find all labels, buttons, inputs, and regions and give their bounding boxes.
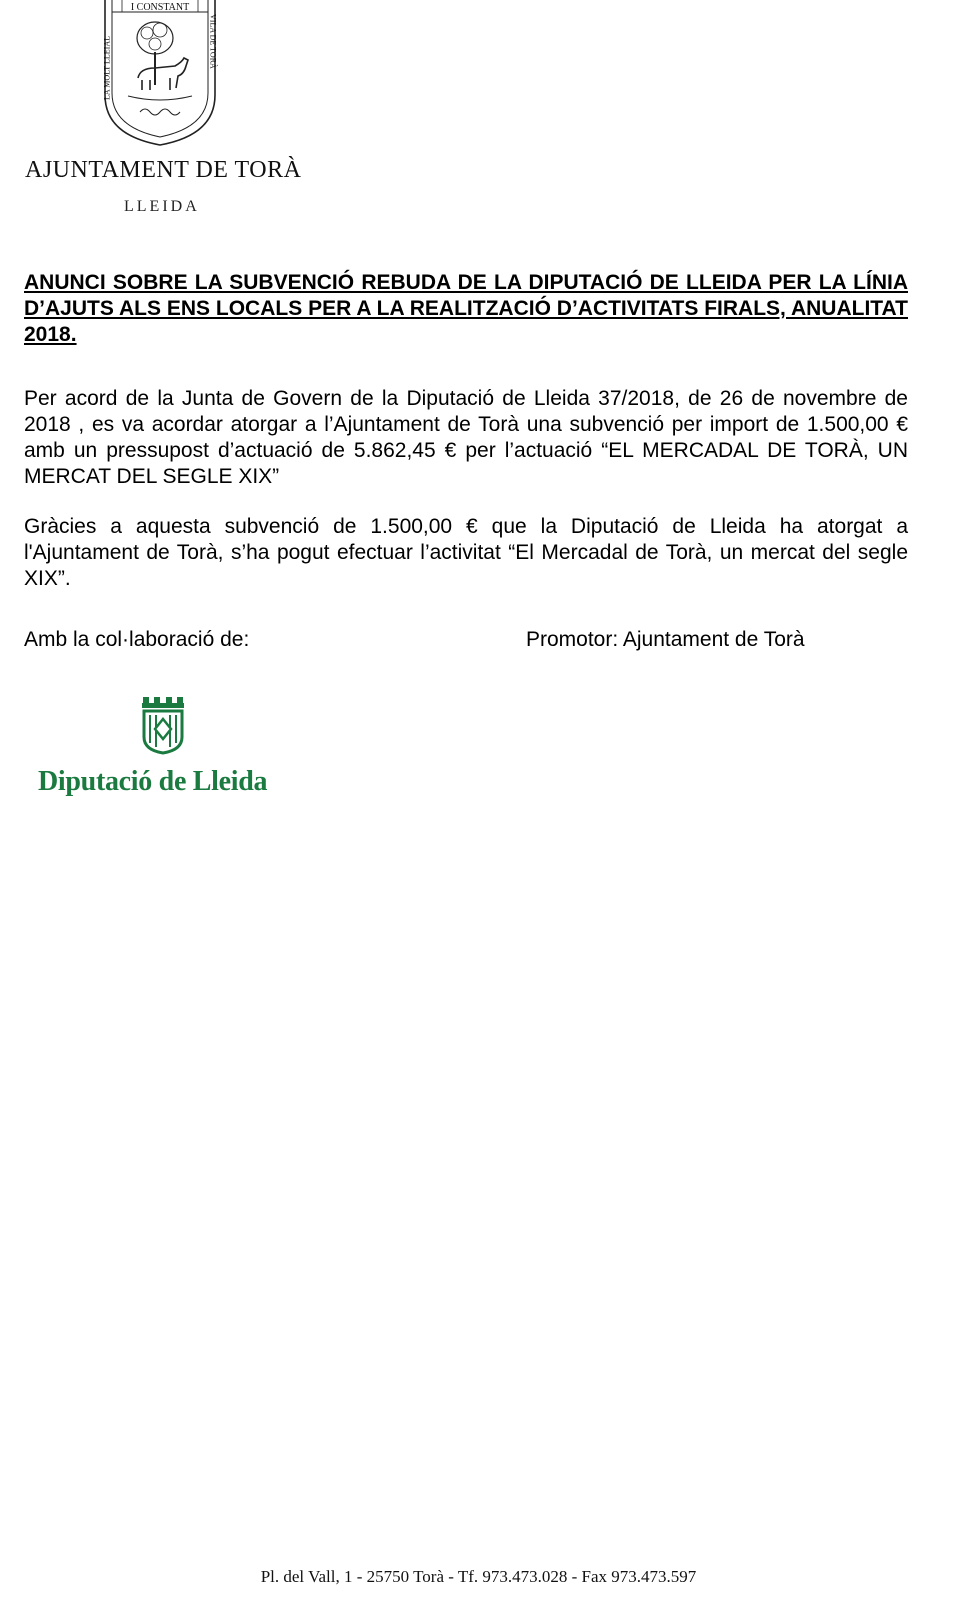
crest-motto-right: VILA DE TORÀ	[208, 14, 218, 69]
document-body	[24, 270, 908, 592]
footer-address: Pl. del Vall, 1 - 25750 Torà - Tf. 973.473.028 - Fax 973.473.597	[260, 1567, 697, 1586]
collaboration-label: Amb la col·laboració de:	[24, 628, 250, 651]
crest-motto-top: I CONSTANT	[130, 2, 190, 13]
org-province: LLEIDA	[124, 198, 200, 215]
org-name: AJUNTAMENT DE TORÀ	[25, 157, 302, 183]
diputacio-logo-text: Diputació de Lleida	[38, 766, 268, 797]
town-crest-logo	[100, 0, 220, 148]
document-title: ANUNCI SOBRE LA SUBVENCIÓ REBUDA DE LA DIPUTACIÓ DE LLEIDA PER LA LÍNIA D’AJUTS ALS ENS LOCALS PER A LA REALITZACIÓ D’ACTIVITATS FIRALS, ANUALITAT 2018.	[24, 271, 908, 346]
crest-motto-left: LA MOLT LLEIAL	[102, 36, 112, 100]
diputacio-emblem-icon	[140, 695, 186, 755]
paragraph-subsidy-agreement: Per acord de la Junta de Govern de la Diputació de Lleida 37/2018, de 26 de novembre de 2018 , es va acordar atorgar a l’Ajuntament de Torà una subvenció per import de 1.500,00 € amb un pressupost d’actuació de 5.862,45 € per l’actuació “EL MERCADAL DE TORÀ, UN MERCAT DEL SEGLE XIX”	[24, 387, 908, 488]
bull-icon	[138, 58, 188, 90]
promoter-label: Promotor: Ajuntament de Torà	[526, 628, 805, 651]
paragraph-acknowledgement: Gràcies a aquesta subvenció de 1.500,00 € que la Diputació de Lleida ha atorgat a l'Ajuntament de Torà, s’ha pogut efectuar l’activitat “El Mercadal de Torà, un mercat del segle XIX”.	[24, 515, 908, 590]
tree-icon	[137, 22, 173, 85]
